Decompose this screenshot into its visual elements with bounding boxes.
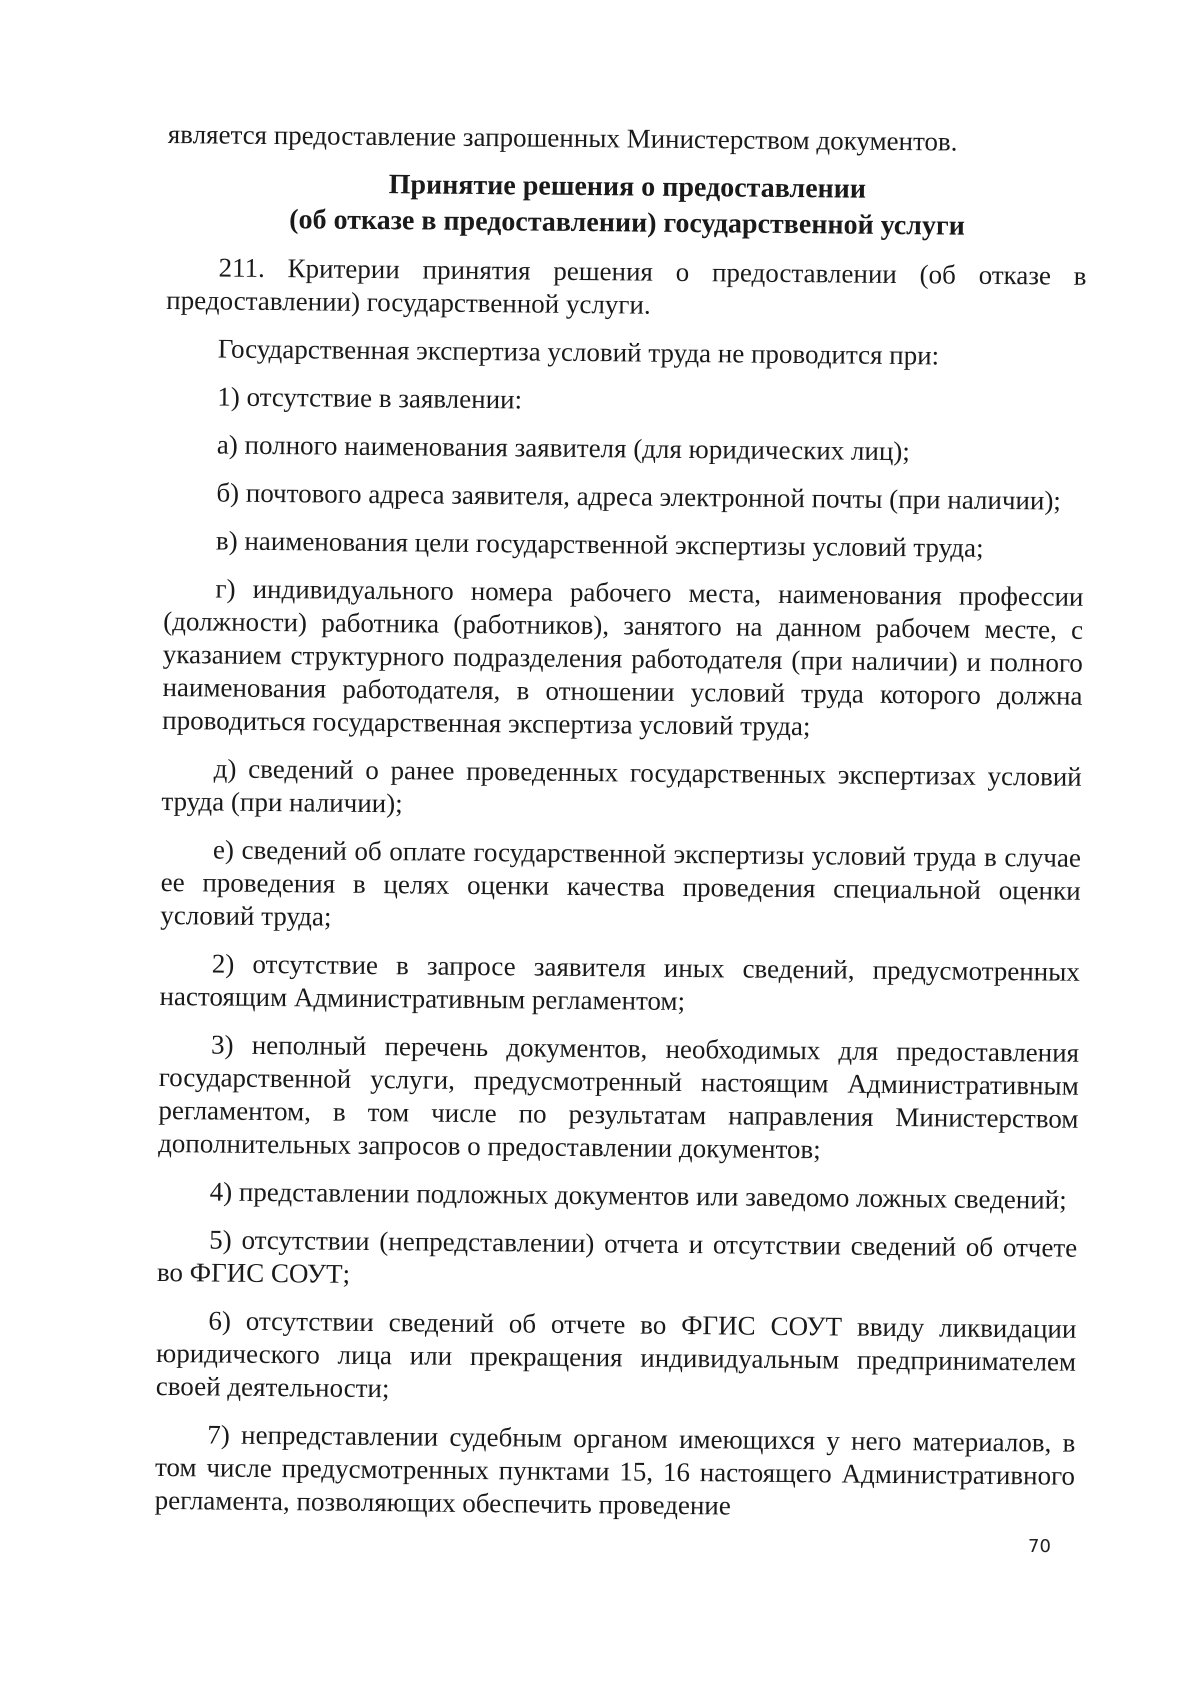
document-body	[154, 118, 1088, 1541]
list-item-1a: а) полного наименования заявителя (для юридических лиц);	[216, 429, 910, 467]
list-item-6: 6) отсутствии сведений об отчете во ФГИС СОУТ ввиду ликвидации юридического лица или прекращения индивидуальным предпринимателем своей деятельности;	[155, 1305, 1077, 1404]
list-item-1: 1) отсутствие в заявлении:	[217, 381, 523, 415]
section-heading-line-1: Принятие решения о предоставлении	[388, 169, 867, 205]
list-item-1e: е) сведений об оплате государственной экспертизы условий труда в случае ее проведения в целях оценки качества проведения специальной оценки условий труда;	[160, 834, 1082, 932]
list-item-1v: в) наименования цели государственной экспертизы условий труда;	[215, 525, 984, 563]
list-item-7: 7) непредставлении судебным органом имеющихся у него материалов, в том числе предусмотренных пунктами 15, 16 настоящего Административного регламента, позволяющих обеспечить проведение	[154, 1419, 1076, 1521]
page-number: 70	[1028, 1536, 1051, 1557]
list-item-4: 4) представлении подложных документов или заведомо ложных сведений;	[209, 1176, 1067, 1215]
list-item-1b: б) почтового адреса заявителя, адреса электронной почты (при наличии);	[216, 477, 1062, 516]
list-item-3: 3) неполный перечень документов, необходимых для предоставления государственной услуги, предусмотренный настоящим Административным регламентом, в том числе по результатам направления Министерством дополнительных запросов о предоставлении документов;	[158, 1029, 1080, 1165]
lead-line: является предоставление запрошенных Министерством документов.	[167, 118, 958, 157]
paragraph-not-conducted: Государственная экспертиза условий труда не проводится при:	[217, 333, 940, 371]
list-item-1d: д) сведений о ранее проведенных государственных экспертизах условий труда (при наличии);	[161, 753, 1082, 819]
list-item-2: 2) отсутствие в запросе заявителя иных сведений, предусмотренных настоящим Административным регламентом;	[159, 948, 1080, 1017]
list-item-5: 5) отсутствии (непредставлении) отчета и отсутствии сведений об отчете во ФГИС СОУТ;	[156, 1224, 1078, 1289]
section-heading-line-2: (об отказе в предоставлении) государственной услуги	[289, 204, 965, 242]
paragraph-211-criteria: 211. Критерии принятия решения о предоставлении (об отказе в предоставлении) государственной услуги.	[166, 252, 1087, 320]
list-item-1g: г) индивидуального номера рабочего места, наименования профессии (должности) работника (работников), занятого на данном рабочем месте, с указанием структурного подразделения работодателя (при наличии) и полного наименования работодателя, в отношении условий труда которого должна проводиться государственная экспертиза условий труда;	[162, 573, 1084, 742]
